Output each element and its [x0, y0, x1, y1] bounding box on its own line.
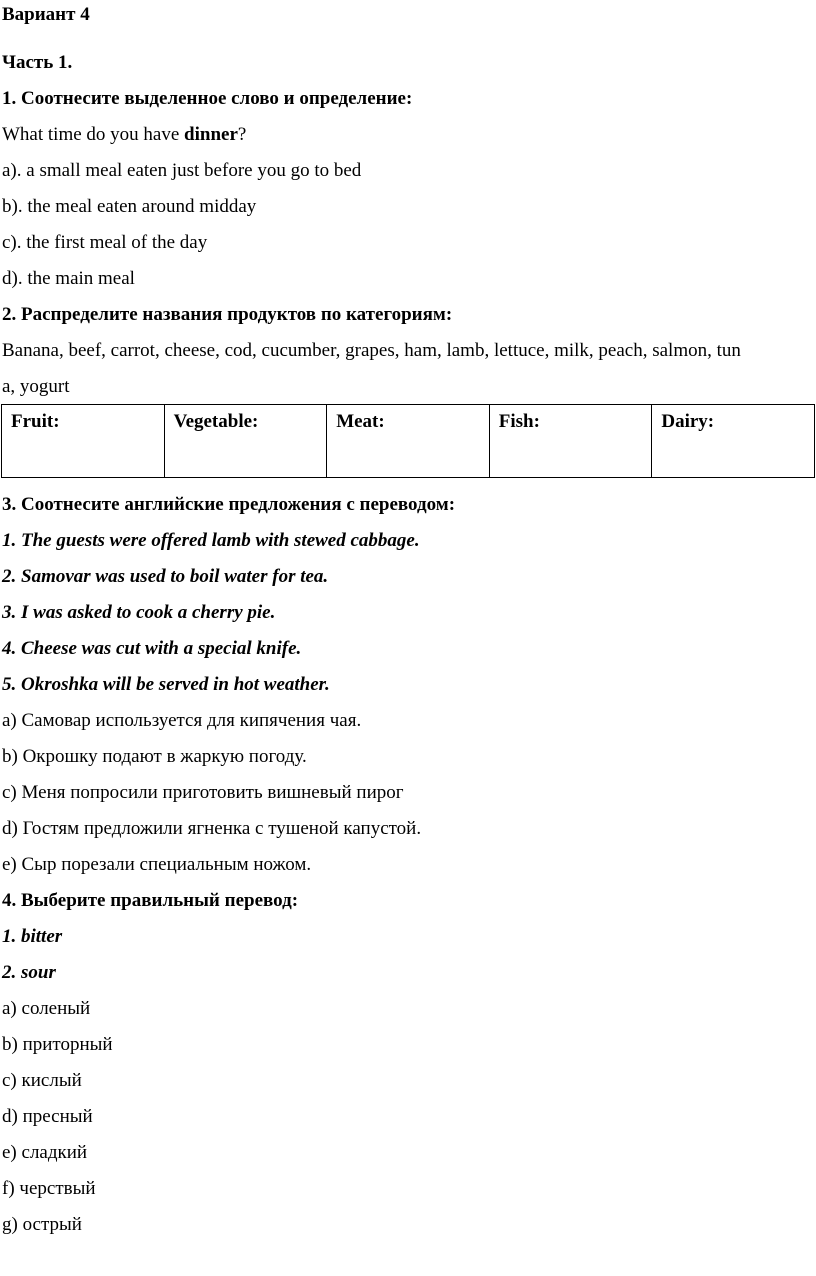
task3-sentence-1: 1. The guests were offered lamb with stewed cabbage.	[2, 530, 420, 551]
task3-sentence-5: 5. Okroshka will be served in hot weather.	[2, 674, 330, 695]
category-meat-cell[interactable]: Meat:	[327, 405, 490, 478]
task3-heading: 3. Соотнесите английские предложения с переводом:	[2, 494, 456, 515]
task1-heading: 1. Соотнесите выделенное слово и определение:	[2, 88, 413, 109]
task4-option-c: c) кислый	[2, 1070, 82, 1091]
task3-sentence-3: 3. I was asked to cook a cherry pie.	[2, 602, 276, 623]
task1-option-a: a). a small meal eaten just before you go to bed	[2, 160, 362, 181]
task1-option-c: c). the first meal of the day	[2, 232, 208, 253]
task4-word-2: 2. sour	[2, 962, 56, 983]
task3-translation-e: e) Сыр порезали специальным ножом.	[2, 854, 312, 875]
category-vegetable-cell[interactable]: Vegetable:	[164, 405, 327, 478]
task4-option-e: e) сладкий	[2, 1142, 88, 1163]
task1-option-b: b). the meal eaten around midday	[2, 196, 257, 217]
category-table	[1, 404, 815, 478]
category-dairy-cell[interactable]: Dairy:	[652, 405, 815, 478]
task4-option-f: f) черствый	[2, 1178, 96, 1199]
task1-option-d: d). the main meal	[2, 268, 135, 289]
task1-sentence-after: ?	[237, 124, 247, 145]
task4-heading: 4. Выберите правильный перевод:	[2, 890, 299, 911]
task4-option-g: g) острый	[2, 1214, 82, 1235]
task4-word-1: 1. bitter	[2, 926, 63, 947]
task3-translation-d: d) Гостям предложили ягненка с тушеной капустой.	[2, 818, 422, 839]
task1-highlighted-word: dinner	[184, 124, 238, 145]
task2-words-line2: a, yogurt	[2, 376, 70, 397]
task3-translation-c: c) Меня попросили приготовить вишневый пирог	[2, 782, 404, 803]
part-title: Часть 1.	[2, 52, 73, 73]
task4-option-d: d) пресный	[2, 1106, 93, 1127]
task3-sentence-2: 2. Samovar was used to boil water for tea.	[2, 566, 329, 587]
variant-title: Вариант 4	[2, 4, 90, 25]
task4-option-b: b) приторный	[2, 1034, 113, 1055]
task1-sentence	[2, 124, 246, 146]
task1-sentence-before: What time do you have	[2, 124, 185, 145]
task3-translation-b: b) Окрошку подают в жаркую погоду.	[2, 746, 307, 767]
category-table-row	[2, 405, 815, 478]
task4-option-a: a) соленый	[2, 998, 91, 1019]
category-fish-cell[interactable]: Fish:	[489, 405, 652, 478]
task2-words-line1: Banana, beef, carrot, cheese, cod, cucumber, grapes, ham, lamb, lettuce, milk, peach, salmon, tun	[2, 340, 741, 361]
task3-translation-a: a) Самовар используется для кипячения чая.	[2, 710, 362, 731]
task3-sentence-4: 4. Cheese was cut with a special knife.	[2, 638, 302, 659]
category-fruit-cell[interactable]: Fruit:	[2, 405, 165, 478]
task2-heading: 2. Распределите названия продуктов по категориям:	[2, 304, 453, 325]
